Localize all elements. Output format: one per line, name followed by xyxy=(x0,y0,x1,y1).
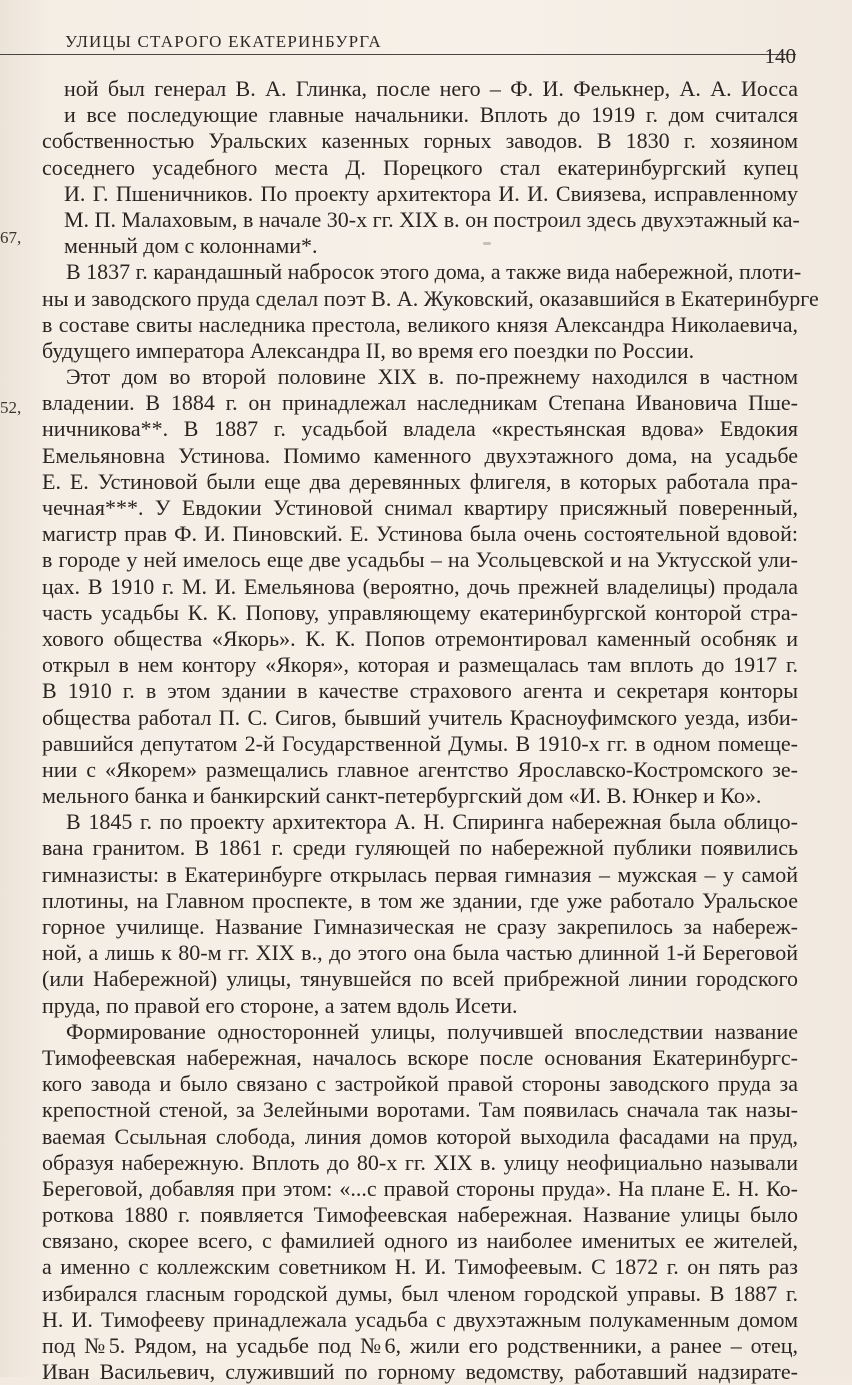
text-line: чечная***. У Евдокии Устиновой снимал квартиру присяжный поверенный, xyxy=(42,495,798,520)
text-line: кого завода и было связано с застройкой правой стороны заводского пруда за xyxy=(42,1071,798,1097)
text-line: М. П. Малаховым, в начале 30-х гг. XIX в. он построил здесь двухэтажный ка- xyxy=(64,206,800,232)
text-line: а именно с коллежским советником Н. И. Тимофеевым. С 1872 г. он пять раз xyxy=(42,1254,798,1280)
text-line: соседнего усадебного места Д. Порецкого стал екатеринбургский купец xyxy=(42,154,798,180)
text-line: менный дом с колоннами*. xyxy=(64,233,318,259)
text-line: Емельяновна Устинова. Помимо каменного двухэтажного дома, на усадьбе xyxy=(42,442,798,468)
body-text xyxy=(42,76,819,1385)
paragraph xyxy=(42,76,798,259)
text-line: цах. В 1910 г. М. И. Емельянова (вероятно, дочь прежней владелицы) продала xyxy=(42,573,798,599)
header-rule xyxy=(0,54,796,55)
text-line: Тимофеевская набережная, началось вскоре после основания Екатеринбургс- xyxy=(42,1044,798,1070)
page-number: 140 xyxy=(764,44,796,68)
text-line: плотины, на Главном проспекте, в том же здании, где уже работало Уральское xyxy=(42,887,798,913)
text-line: вана гранитом. В 1861 г. среди гуляющей по набережной публики появились xyxy=(42,835,798,861)
text-line: магистр прав Ф. И. Пиновский. Е. Устинова была очень состоятельной вдовой: xyxy=(42,521,798,547)
text-line: горное училище. Название Гимназическая не сразу закрепилось за набереж- xyxy=(42,914,798,939)
text-line: Иван Васильевич, служивший по горному ведомству, работавший надзирате- xyxy=(42,1359,798,1385)
running-title: УЛИЦЫ СТАРОГО ЕКАТЕРИНБУРГА xyxy=(65,32,382,51)
running-head xyxy=(0,30,796,68)
paragraph xyxy=(42,259,819,364)
text-line: связано, скорее всего, с фамилией одного из наиболее именитых ее жителей, xyxy=(42,1228,798,1254)
text-line: гимназисты: в Екатеринбурге открылась первая гимназия – мужская – у самой xyxy=(42,861,798,887)
text-line: Формирование односторонней улицы, получившей впоследствии название xyxy=(66,1018,798,1044)
paragraph xyxy=(42,364,798,809)
text-line: ничникова**. В 1887 г. усадьбой владела «крестьянская вдова» Евдокия xyxy=(42,416,798,442)
text-line: ваемая Ссыльная слобода, линия домов которой выходила фасадами на пруд, xyxy=(42,1123,798,1149)
text-line: И. Г. Пшеничников. По проекту архитектора И. И. Свиязева, исправленному xyxy=(64,180,798,206)
text-line: собственностью Уральских казенных горных заводов. В 1830 г. хозяином xyxy=(42,128,798,154)
text-line: и все последующие главные начальники. Вплоть до 1919 г. дом считался xyxy=(64,102,798,128)
text-line: Береговой, добавляя при этом: «...с правой стороны пруда». На плане Е. Н. Ко- xyxy=(42,1175,798,1201)
text-line: роткова 1880 г. появляется Тимофеевская набережная. Название улицы было xyxy=(42,1202,798,1228)
text-line: пруда, по правой его стороне, а затем вдоль Исети. xyxy=(42,992,518,1018)
text-line: часть усадьбы К. К. Попову, управляющему екатеринбургской конторой стра- xyxy=(42,599,798,625)
text-line: ной был генерал В. А. Глинка, после него – Ф. И. Фелькнер, А. А. Иосса xyxy=(64,76,798,101)
text-line: владении. В 1884 г. он принадлежал наследникам Степана Ивановича Пше- xyxy=(42,390,798,416)
paragraph xyxy=(42,1019,798,1385)
text-line: образуя набережную. Вплоть до 80-х гг. XIX в. улицу неофициально называли xyxy=(42,1149,798,1175)
text-line: В 1845 г. по проекту архитектора А. Н. Спиринга набережная была облицо- xyxy=(66,809,798,835)
text-line: открыл в нем контору «Якоря», которая и размещалась там вплоть до 1917 г. xyxy=(42,652,798,678)
text-line: общества работал П. С. Сигов, бывший учитель Красноуфимского уезда, изби- xyxy=(42,704,798,730)
text-line: В 1910 г. в этом здании в качестве страхового агента и секретаря конторы xyxy=(42,678,798,704)
text-line: в городе у ней имелось еще две усадьбы – на Усольцевской и на Уктусской ули- xyxy=(42,547,798,573)
paragraph xyxy=(42,809,798,1019)
text-line: Н. И. Тимофееву принадлежала усадьба с двухэтажным полукаменным домом xyxy=(42,1306,798,1332)
text-line: нии с «Якорем» размещались главное агентство Ярославско-Костромского зе- xyxy=(42,756,798,782)
text-line: избирался гласным городской думы, был членом городской управы. В 1887 г. xyxy=(42,1280,798,1306)
margin-note: 52, xyxy=(0,398,22,417)
margin-note: 67, xyxy=(0,228,22,247)
text-line: Этот дом во второй половине XIX в. по-прежнему находился в частном xyxy=(66,364,798,390)
text-line: будущего императора Александра II, во время его поездки по России. xyxy=(42,337,695,363)
text-line: В 1837 г. карандашный набросок этого дома, а также вида набережной, плоти- xyxy=(66,259,802,285)
text-line: Е. Е. Устиновой были еще два деревянных флигеля, в которых работала пра- xyxy=(42,468,798,494)
text-line: равшийся депутатом 2-й Государственной Думы. В 1910-х гг. в одном помеще- xyxy=(42,730,798,756)
text-line: под №5. Рядом, на усадьбе под №6, жили его родственники, а ранее – отец, xyxy=(42,1333,798,1358)
text-line: (или Набережной) улицы, тянувшейся по всей прибрежной линии городского xyxy=(42,966,798,992)
text-line: ной, а лишь к 80-м гг. XIX в., до этого она была частью длинной 1-й Береговой xyxy=(42,940,798,966)
text-line: ны и заводского пруда сделал поэт В. А. Жуковский, оказавшийся в Екатеринбурге xyxy=(42,285,819,311)
text-line: мельного банка и банкирский санкт-петербургский дом «И. В. Юнкер и Ко». xyxy=(42,783,762,809)
text-line: в составе свиты наследника престола, великого князя Александра Николаевича, xyxy=(42,311,798,337)
text-line: крепостной стеной, за Зелейными воротами. Там появилась сначала так назы- xyxy=(42,1097,798,1123)
text-line: хового общества «Якорь». К. К. Попов отремонтировал каменный особняк и xyxy=(42,625,798,651)
